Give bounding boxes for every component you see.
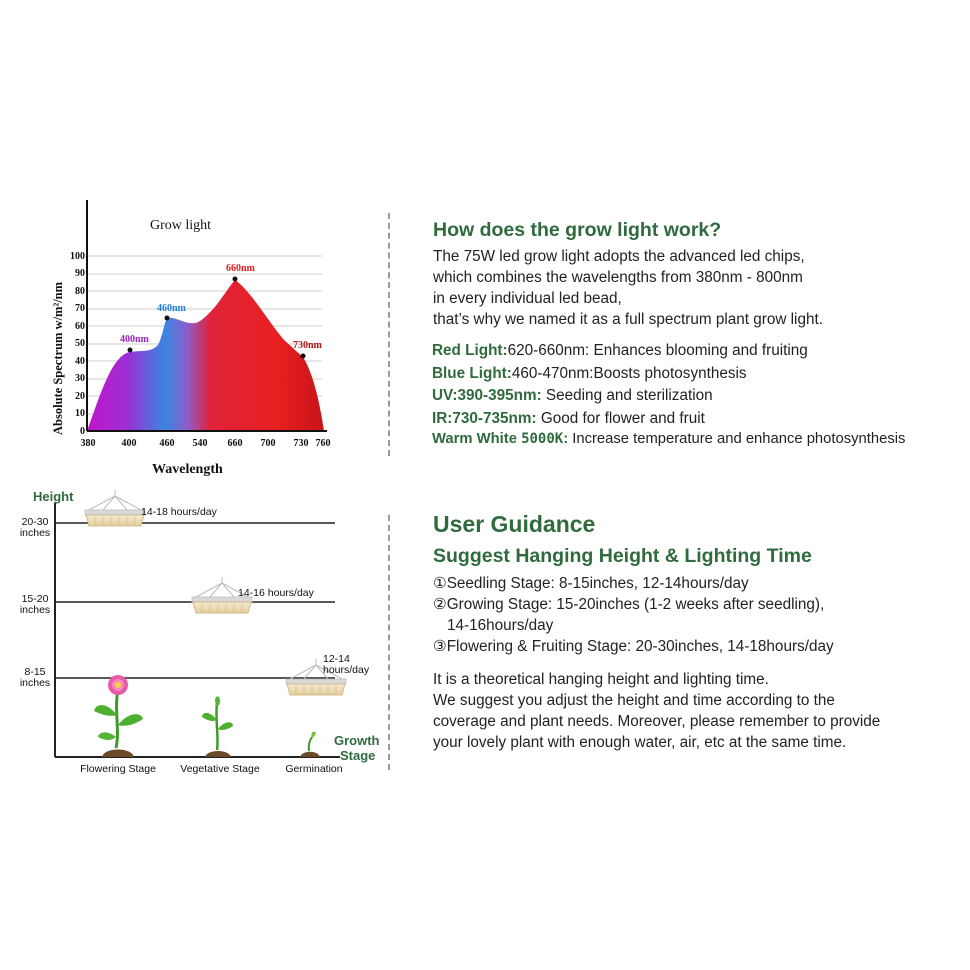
x-tick: 400: [121, 438, 137, 449]
feature-key: Blue Light:: [432, 365, 512, 382]
peak-marker: [233, 277, 238, 282]
spectrum-chart: [40, 195, 340, 485]
level-range: 8-15: [24, 666, 46, 678]
y-tick: 100: [70, 251, 85, 262]
peak-label-460: 460nm: [157, 303, 186, 314]
y-tick: 80: [75, 286, 85, 297]
peak-label-660: 660nm: [226, 263, 255, 274]
guidance-note: It is a theoretical hanging height and lighting time.: [433, 671, 769, 688]
how-it-works-title: How does the grow light work?: [433, 219, 722, 241]
level-unit: inches: [19, 604, 51, 616]
y-tick: 40: [75, 356, 85, 367]
spectrum-title: Grow light: [150, 218, 212, 233]
hours-label: 12-14: [323, 653, 350, 665]
hours-label: 14-16 hours/day: [238, 587, 314, 599]
hours-label: 14-18 hours/day: [141, 506, 217, 518]
level-unit: inches: [19, 527, 51, 539]
feature-value: 620-660nm: Enhances blooming and fruiting: [507, 342, 808, 359]
feature-key: Warm White: [432, 431, 522, 447]
feature-key: Red Light:: [432, 342, 508, 359]
vegetative-plant: [202, 696, 233, 757]
y-tick: 70: [75, 303, 85, 314]
hours-label: hours/day: [323, 664, 370, 676]
feature-value: Increase temperature and enhance photosynthesis: [568, 431, 906, 447]
divider-bottom: [388, 515, 390, 770]
feature-key-end: :: [563, 431, 569, 447]
feature-key-mono: 5000K: [521, 431, 564, 447]
stage-label: Germination: [285, 763, 343, 775]
guidance-step: ③Flowering & Fruiting Stage: 20-30inches, 14-18hours/day: [433, 638, 834, 655]
guidance-step: 14-16hours/day: [447, 617, 554, 634]
x-tick: 700: [260, 438, 276, 449]
x-tick: 730: [293, 438, 309, 449]
germination-sprout: [300, 732, 320, 757]
x-tick: 540: [192, 438, 208, 449]
feature-uv: [432, 387, 713, 405]
peak-label-400: 400nm: [120, 334, 149, 345]
feature-red-light: [432, 342, 808, 360]
feature-ir: [432, 410, 705, 428]
growth-axis-title: Growth: [334, 733, 380, 748]
divider-top: [388, 213, 390, 456]
feature-warm-white: [432, 431, 905, 447]
peak-marker: [165, 316, 170, 321]
level-range: 20-30: [21, 516, 49, 528]
stage-label: Vegetative Stage: [180, 763, 260, 775]
flowering-plant: [94, 675, 143, 757]
spectrum-area: [87, 280, 324, 431]
feature-blue-light: [432, 365, 747, 383]
feature-value: Good for flower and fruit: [536, 410, 705, 427]
guidance-step: ①Seedling Stage: 8-15inches, 12-14hours/day: [433, 575, 749, 592]
feature-value: 460-470nm:Boosts photosynthesis: [511, 365, 747, 382]
feature-key: UV:390-395nm:: [432, 387, 542, 404]
feature-value: Seeding and sterilization: [541, 387, 713, 404]
y-tick: 50: [75, 338, 85, 349]
guidance-note: We suggest you adjust the height and time according to the: [433, 692, 835, 709]
y-tick: 10: [75, 408, 85, 419]
intro-line: in every individual led bead,: [433, 290, 622, 307]
spectrum-ylabel: Absolute Spectrum w/m²/nm: [51, 281, 65, 435]
level-unit: inches: [19, 677, 51, 689]
level-range: 15-20: [21, 593, 49, 605]
guidance-note: coverage and plant needs. Moreover, please remember to provide: [433, 713, 881, 730]
peak-marker: [301, 354, 306, 359]
guidance-subtitle: Suggest Hanging Height & Lighting Time: [433, 545, 812, 567]
x-tick: 760: [315, 438, 331, 449]
stage-axis-title: Stage: [340, 748, 376, 763]
grow-lamp: [85, 490, 145, 526]
x-tick: 460: [159, 438, 175, 449]
intro-line: that’s why we named it as a full spectrum plant grow light.: [433, 311, 823, 328]
stage-label: Flowering Stage: [80, 763, 156, 775]
intro-line: which combines the wavelengths from 380nm - 800nm: [433, 269, 803, 286]
guidance-title: User Guidance: [433, 511, 596, 537]
x-tick: 660: [227, 438, 243, 449]
y-tick: 90: [75, 268, 85, 279]
y-tick: 30: [75, 373, 85, 384]
y-tick: 0: [80, 426, 85, 437]
height-axis-title: Height: [33, 489, 74, 504]
intro-line: The 75W led grow light adopts the advanced led chips,: [433, 248, 805, 265]
x-tick: 380: [80, 438, 96, 449]
y-tick: 20: [75, 391, 85, 402]
peak-marker: [128, 348, 133, 353]
guidance-step: ②Growing Stage: 15-20inches (1-2 weeks after seedling),: [433, 596, 825, 613]
guidance-note: your lovely plant with enough water, air, etc at the same time.: [433, 734, 847, 751]
y-tick: 60: [75, 321, 85, 332]
peak-label-730: 730nm: [293, 340, 322, 351]
feature-key: IR:730-735nm:: [432, 410, 537, 427]
height-chart: [10, 485, 390, 780]
spectrum-xlabel: Wavelength: [152, 462, 223, 477]
